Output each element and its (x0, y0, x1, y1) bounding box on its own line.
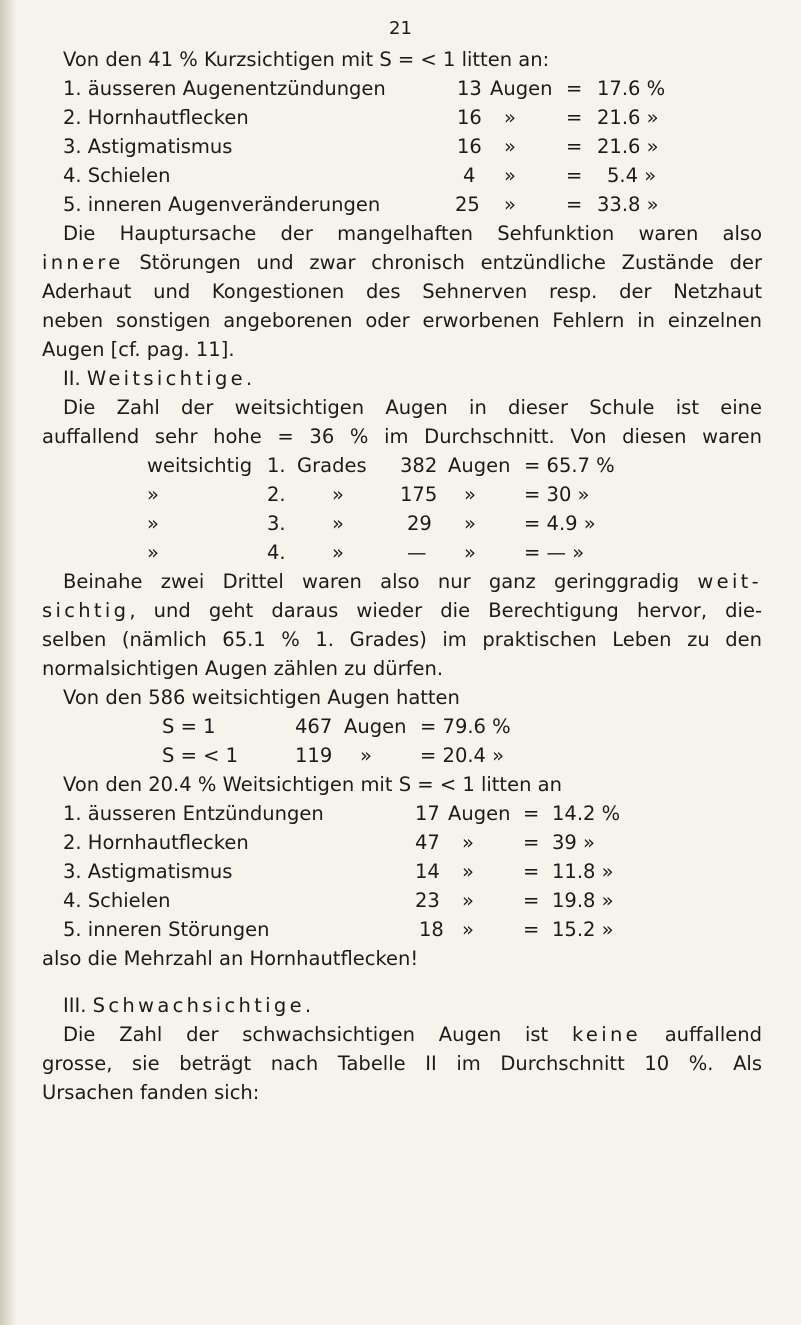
row-unit: » (462, 831, 474, 854)
row-unit: » (464, 483, 476, 506)
table-row (42, 190, 762, 219)
row-unit: » (360, 744, 372, 767)
table-row (42, 509, 762, 538)
row-grade-word: » (332, 483, 344, 506)
row-grade-word: » (332, 512, 344, 535)
row-percent: = 79.6 % (420, 715, 511, 738)
row-label: 5. inneren Augenveränderungen (63, 193, 381, 216)
row-count: 18 (419, 918, 444, 941)
row-count: 29 (407, 512, 432, 535)
row-unit: » (504, 106, 516, 129)
row-equals: = (566, 106, 583, 129)
paragraph-hyperopia-rate (42, 393, 762, 451)
text-line: Die Hauptursache der mangelhaften Sehfunktion waren also (63, 222, 762, 245)
row-percent: 33.8 » (597, 193, 659, 216)
section-number: II. (63, 367, 87, 390)
page-content (42, 45, 762, 1107)
row-count: 175 (400, 483, 438, 506)
row-count: 467 (295, 715, 333, 738)
row-grade-word: » (332, 541, 344, 564)
page-number: 21 (389, 18, 412, 39)
summary-line: also die Mehrzahl an Hornhautflecken! (42, 947, 419, 970)
row-unit: » (462, 918, 474, 941)
row-percent: = 65.7 % (524, 454, 615, 477)
text-fragment: , und geht daraus wieder die Berechtigung hervor, die- (129, 599, 762, 622)
text-line: grosse, sie beträgt nach Tabelle II im Durchschnitt 10 %. Als (42, 1052, 762, 1075)
row-percent: = 4.9 » (524, 512, 596, 535)
table-row (42, 828, 762, 857)
row-label: 4. Schielen (63, 164, 171, 187)
row-label: 1. äusseren Augenentzündungen (63, 77, 386, 100)
row-label: S = 1 (162, 715, 216, 738)
table-row (42, 74, 762, 103)
row-percent: 19.8 » (552, 889, 614, 912)
row-percent: 21.6 » (597, 135, 659, 158)
row-equals: = (566, 135, 583, 158)
text-line: Augen [cf. pag. 11]. (42, 338, 235, 361)
row-grade: 2. (267, 483, 286, 506)
table-hyperopic-acuity (42, 712, 762, 770)
row-label: 2. Hornhautflecken (63, 831, 249, 854)
row-equals: = (566, 77, 583, 100)
row-unit: » (504, 135, 516, 158)
row-label: 3. Astigmatismus (63, 135, 233, 158)
text-line: selben (nämlich 65.1 % 1. Grades) im praktischen Leben zu den (42, 628, 762, 651)
text-line: neben sonstigen angeborenen oder erworbenen Fehlern in einzelnen (42, 309, 762, 332)
text-fragment: Die Zahl der schwachsichtigen Augen ist (63, 1023, 572, 1046)
row-unit: » (464, 541, 476, 564)
row-percent: 11.8 » (552, 860, 614, 883)
section-heading-schwachsichtige (42, 991, 762, 1020)
row-percent: = 30 » (524, 483, 590, 506)
section-title: Schwachsichtige. (92, 994, 315, 1017)
row-equals: = (523, 802, 540, 825)
row-unit: » (464, 512, 476, 535)
table-row (42, 741, 762, 770)
table-row (42, 799, 762, 828)
spaced-word: sichtig (42, 599, 130, 622)
row-label: 2. Hornhautflecken (63, 106, 249, 129)
row-label: 1. äusseren Entzündungen (63, 802, 324, 825)
table-row (42, 538, 762, 567)
spaced-word: weit- (697, 570, 762, 593)
row-count: 16 (457, 135, 482, 158)
row-unit: » (462, 889, 474, 912)
row-grade-word: Grades (297, 454, 367, 477)
row-count: 47 (415, 831, 440, 854)
row-count: 4 (463, 164, 476, 187)
row-grade: 1. (267, 454, 286, 477)
row-percent: 5.4 » (607, 164, 657, 187)
row-count: 14 (415, 860, 440, 883)
text-fragment: auffallend (640, 1023, 762, 1046)
spaced-word: innere (42, 251, 124, 274)
row-percent: 15.2 » (552, 918, 614, 941)
intro-hyperopic-acuity: Von den 586 weitsichtigen Augen hatten (63, 686, 460, 709)
row-unit: » (504, 193, 516, 216)
table-row (42, 886, 762, 915)
paragraph-two-thirds (42, 567, 762, 683)
section-title: Weitsichtige. (86, 367, 256, 390)
row-count: 13 (457, 77, 482, 100)
row-label: » (147, 541, 159, 564)
table-row (42, 103, 762, 132)
table-row (42, 132, 762, 161)
row-unit: Augen (344, 715, 407, 738)
table-row (42, 480, 762, 509)
row-label: 4. Schielen (63, 889, 171, 912)
spacer (42, 973, 762, 991)
row-label: S = < 1 (162, 744, 239, 767)
table-row (42, 161, 762, 190)
text-line: Aderhaut und Kongestionen des Sehnerven resp. der Netzhaut (42, 280, 762, 303)
row-equals: = (523, 860, 540, 883)
row-label: » (147, 512, 159, 535)
paragraph-inner-causes (42, 219, 762, 364)
row-unit: Augen (448, 802, 511, 825)
text-line: normalsichtigen Augen zählen zu dürfen. (42, 657, 444, 680)
row-percent: 21.6 » (597, 106, 659, 129)
text-fragment: Beinahe zwei Drittel waren also nur ganz geringgradig (63, 570, 698, 593)
row-count: 17 (415, 802, 440, 825)
text-line (42, 248, 762, 277)
text-line (42, 567, 762, 596)
row-percent: 14.2 % (552, 802, 621, 825)
table-hyperopia-grades (42, 451, 762, 567)
text-line: Die Zahl der weitsichtigen Augen in dieser Schule ist eine (63, 396, 762, 419)
row-label: » (147, 483, 159, 506)
row-percent: = 20.4 » (420, 744, 505, 767)
row-equals: = (523, 889, 540, 912)
intro-myopic: Von den 41 % Kurzsichtigen mit S = < 1 litten an: (63, 48, 550, 71)
text-line (42, 596, 762, 625)
row-label: 3. Astigmatismus (63, 860, 233, 883)
row-unit: Augen (490, 77, 553, 100)
row-equals: = (566, 164, 583, 187)
row-count: 25 (455, 193, 480, 216)
row-percent: 39 » (552, 831, 595, 854)
section-heading-weitsichtige (42, 364, 762, 393)
row-count: 16 (457, 106, 482, 129)
row-label: 5. inneren Störungen (63, 918, 270, 941)
row-unit: » (504, 164, 516, 187)
table-row (42, 712, 762, 741)
row-percent: = — » (524, 541, 585, 564)
table-row (42, 857, 762, 886)
paragraph-amblyopia (42, 1020, 762, 1107)
spaced-word: keine (571, 1023, 641, 1046)
row-count: — (407, 541, 427, 564)
page-edge-shadow (0, 0, 16, 1325)
text-line: Ursachen fanden sich: (42, 1081, 260, 1104)
row-equals: = (523, 918, 540, 941)
text-line (42, 1020, 762, 1049)
row-percent: 17.6 % (597, 77, 666, 100)
section-number: III. (63, 994, 93, 1017)
table-myopic-causes (42, 74, 762, 219)
text-line: auffallend sehr hohe = 36 % im Durchschnitt. Von diesen waren (42, 425, 762, 448)
text-fragment: Störungen und zwar chronisch entzündliche Zustände der (123, 251, 762, 274)
intro-hyperopic-causes: Von den 20.4 % Weitsichtigen mit S = < 1 litten an (63, 773, 562, 796)
row-equals: = (566, 193, 583, 216)
row-grade: 4. (267, 541, 286, 564)
row-unit: Augen (448, 454, 511, 477)
row-count: 382 (400, 454, 438, 477)
row-grade: 3. (267, 512, 286, 535)
table-row (42, 915, 762, 944)
row-count: 23 (415, 889, 440, 912)
table-hyperopic-causes (42, 799, 762, 944)
row-unit: » (462, 860, 474, 883)
row-equals: = (523, 831, 540, 854)
row-count: 119 (295, 744, 333, 767)
row-label: weitsichtig (147, 454, 253, 477)
table-row (42, 451, 762, 480)
